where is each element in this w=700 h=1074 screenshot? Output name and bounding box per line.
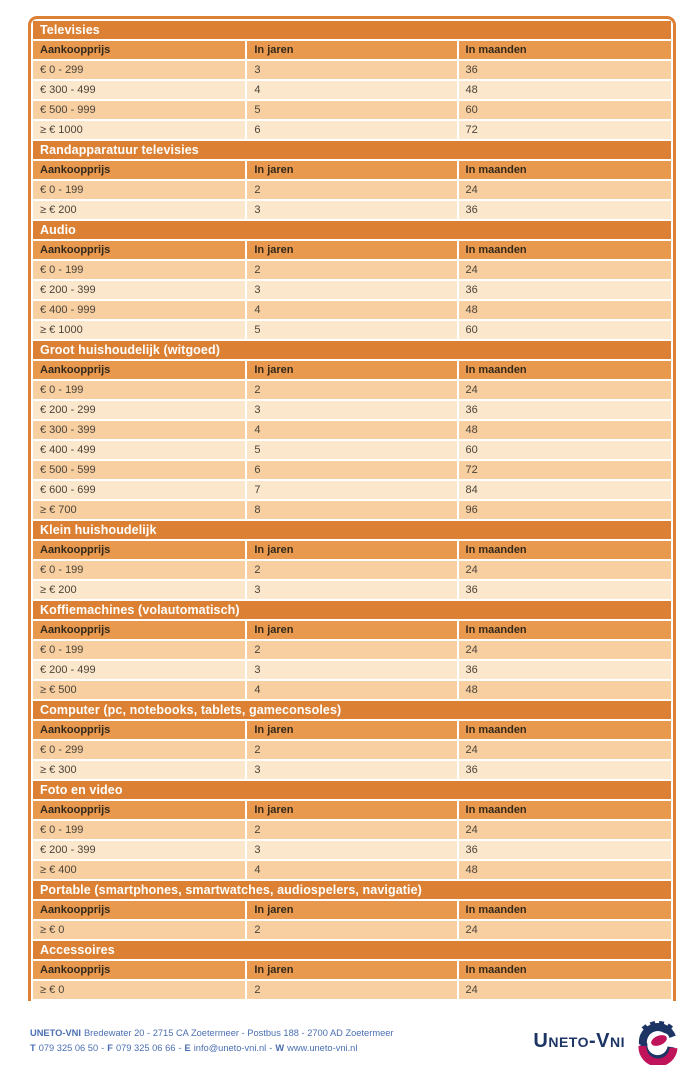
table-row	[33, 921, 671, 941]
column-header-aankoopprijs: Aankoopprijs	[33, 41, 247, 59]
logo-wordmark: Uneto-Vni	[533, 1030, 625, 1052]
months-cell: 60	[459, 441, 671, 459]
column-header-in-maanden: In maanden	[459, 621, 671, 639]
separator: -	[101, 1043, 105, 1053]
category-section	[33, 881, 671, 941]
months-cell: 24	[459, 641, 671, 659]
column-header-in-maanden: In maanden	[459, 541, 671, 559]
years-cell: 2	[247, 981, 458, 999]
price-range-cell: € 200 - 399	[33, 841, 247, 859]
category-section	[33, 941, 671, 1001]
table-row	[33, 561, 671, 581]
months-cell: 96	[459, 501, 671, 519]
table-row	[33, 201, 671, 221]
years-cell: 4	[247, 301, 458, 319]
web-label: W	[275, 1043, 285, 1053]
column-header-row	[33, 41, 671, 61]
months-cell: 24	[459, 381, 671, 399]
months-cell: 60	[459, 101, 671, 119]
price-range-cell: € 500 - 599	[33, 461, 247, 479]
price-range-cell: € 200 - 399	[33, 281, 247, 299]
column-header-in-maanden: In maanden	[459, 721, 671, 739]
column-header-in-jaren: In jaren	[247, 721, 458, 739]
months-cell: 24	[459, 261, 671, 279]
column-header-row	[33, 621, 671, 641]
years-cell: 7	[247, 481, 458, 499]
table-row	[33, 641, 671, 661]
category-title-bar: Foto en video	[33, 781, 671, 801]
months-cell: 36	[459, 61, 671, 79]
category-title-bar: Portable (smartphones, smartwatches, audiospelers, navigatie)	[33, 881, 671, 901]
price-range-cell: € 500 - 999	[33, 101, 247, 119]
category-section	[33, 701, 671, 781]
months-cell: 24	[459, 921, 671, 939]
months-cell: 72	[459, 121, 671, 139]
price-range-cell: € 0 - 199	[33, 381, 247, 399]
uneto-vni-logo	[533, 1016, 682, 1066]
column-header-in-maanden: In maanden	[459, 361, 671, 379]
column-header-row	[33, 961, 671, 981]
column-header-aankoopprijs: Aankoopprijs	[33, 961, 247, 979]
price-range-cell: ≥ € 700	[33, 501, 247, 519]
column-header-row	[33, 241, 671, 261]
months-cell: 36	[459, 841, 671, 859]
table-row	[33, 421, 671, 441]
column-header-in-maanden: In maanden	[459, 41, 671, 59]
price-range-cell: € 0 - 199	[33, 821, 247, 839]
years-cell: 6	[247, 121, 458, 139]
column-header-in-jaren: In jaren	[247, 241, 458, 259]
category-title-bar: Computer (pc, notebooks, tablets, gameconsoles)	[33, 701, 671, 721]
column-header-in-maanden: In maanden	[459, 961, 671, 979]
column-header-in-jaren: In jaren	[247, 541, 458, 559]
table-row	[33, 681, 671, 701]
price-range-cell: € 400 - 499	[33, 441, 247, 459]
months-cell: 24	[459, 981, 671, 999]
column-header-row	[33, 901, 671, 921]
category-title-bar: Koffiemachines (volautomatisch)	[33, 601, 671, 621]
years-cell: 3	[247, 581, 458, 599]
table-row	[33, 81, 671, 101]
table-row	[33, 401, 671, 421]
column-header-aankoopprijs: Aankoopprijs	[33, 801, 247, 819]
months-cell: 48	[459, 421, 671, 439]
category-section	[33, 781, 671, 881]
months-cell: 36	[459, 201, 671, 219]
column-header-aankoopprijs: Aankoopprijs	[33, 901, 247, 919]
price-range-cell: ≥ € 500	[33, 681, 247, 699]
months-cell: 24	[459, 181, 671, 199]
fax-number: 079 325 06 66	[115, 1043, 176, 1053]
column-header-row	[33, 721, 671, 741]
column-header-in-jaren: In jaren	[247, 41, 458, 59]
footer-brand: UNETO-VNI	[30, 1028, 81, 1038]
phone-number: 079 325 06 50	[38, 1043, 99, 1053]
price-range-cell: ≥ € 300	[33, 761, 247, 779]
price-range-cell: € 300 - 399	[33, 421, 247, 439]
column-header-in-jaren: In jaren	[247, 901, 458, 919]
years-cell: 3	[247, 661, 458, 679]
months-cell: 36	[459, 401, 671, 419]
column-header-aankoopprijs: Aankoopprijs	[33, 721, 247, 739]
table-row	[33, 261, 671, 281]
price-range-cell: ≥ € 0	[33, 921, 247, 939]
separator: -	[178, 1043, 182, 1053]
years-cell: 2	[247, 921, 458, 939]
category-section	[33, 221, 671, 341]
price-range-cell: ≥ € 1000	[33, 121, 247, 139]
years-cell: 2	[247, 381, 458, 399]
price-range-cell: € 400 - 999	[33, 301, 247, 319]
table-row	[33, 441, 671, 461]
category-section	[33, 21, 671, 141]
price-range-cell: ≥ € 200	[33, 201, 247, 219]
table-row	[33, 181, 671, 201]
months-cell: 48	[459, 681, 671, 699]
category-title-bar: Accessoires	[33, 941, 671, 961]
fax-label: F	[107, 1043, 113, 1053]
table-row	[33, 61, 671, 81]
years-cell: 8	[247, 501, 458, 519]
category-section	[33, 141, 671, 221]
years-cell: 4	[247, 681, 458, 699]
table-row	[33, 481, 671, 501]
category-title-bar: Televisies	[33, 21, 671, 41]
column-header-row	[33, 361, 671, 381]
table-row	[33, 321, 671, 341]
table-row	[33, 461, 671, 481]
price-range-cell: € 0 - 199	[33, 561, 247, 579]
years-cell: 2	[247, 821, 458, 839]
months-cell: 36	[459, 661, 671, 679]
web-address: www.uneto-vni.nl	[287, 1043, 358, 1053]
years-cell: 4	[247, 81, 458, 99]
table-row	[33, 761, 671, 781]
years-cell: 5	[247, 321, 458, 339]
months-cell: 24	[459, 561, 671, 579]
months-cell: 36	[459, 761, 671, 779]
column-header-aankoopprijs: Aankoopprijs	[33, 241, 247, 259]
category-section	[33, 521, 671, 601]
years-cell: 2	[247, 741, 458, 759]
price-range-cell: ≥ € 400	[33, 861, 247, 879]
months-cell: 24	[459, 741, 671, 759]
category-title-bar: Audio	[33, 221, 671, 241]
years-cell: 3	[247, 281, 458, 299]
table-row	[33, 861, 671, 881]
email-label: E	[184, 1043, 191, 1053]
column-header-row	[33, 541, 671, 561]
footer-address: Bredewater 20 - 2715 CA Zoetermeer - Postbus 188 - 2700 AD Zoetermeer	[83, 1028, 394, 1038]
months-cell: 84	[459, 481, 671, 499]
column-header-in-maanden: In maanden	[459, 241, 671, 259]
footer-address-line	[30, 1026, 490, 1041]
price-range-cell: € 0 - 299	[33, 741, 247, 759]
table-row	[33, 741, 671, 761]
months-cell: 36	[459, 581, 671, 599]
email-address: info@uneto-vni.nl	[193, 1043, 267, 1053]
months-cell: 48	[459, 81, 671, 99]
years-cell: 4	[247, 421, 458, 439]
table-row	[33, 981, 671, 1001]
table-row	[33, 821, 671, 841]
footer-contact	[30, 1026, 490, 1056]
years-cell: 2	[247, 181, 458, 199]
category-title-bar: Groot huishoudelijk (witgoed)	[33, 341, 671, 361]
years-cell: 4	[247, 861, 458, 879]
column-header-in-jaren: In jaren	[247, 161, 458, 179]
years-cell: 2	[247, 561, 458, 579]
years-cell: 2	[247, 261, 458, 279]
months-cell: 72	[459, 461, 671, 479]
years-cell: 2	[247, 641, 458, 659]
price-range-cell: ≥ € 0	[33, 981, 247, 999]
price-range-cell: ≥ € 1000	[33, 321, 247, 339]
price-range-cell: € 0 - 199	[33, 641, 247, 659]
price-range-cell: ≥ € 200	[33, 581, 247, 599]
table-row	[33, 841, 671, 861]
price-range-cell: € 200 - 499	[33, 661, 247, 679]
years-cell: 5	[247, 441, 458, 459]
months-cell: 48	[459, 861, 671, 879]
table-row	[33, 281, 671, 301]
column-header-aankoopprijs: Aankoopprijs	[33, 541, 247, 559]
column-header-in-jaren: In jaren	[247, 361, 458, 379]
years-cell: 6	[247, 461, 458, 479]
years-cell: 3	[247, 761, 458, 779]
column-header-aankoopprijs: Aankoopprijs	[33, 161, 247, 179]
column-header-in-jaren: In jaren	[247, 621, 458, 639]
price-range-cell: € 0 - 199	[33, 181, 247, 199]
months-cell: 36	[459, 281, 671, 299]
price-range-cell: € 0 - 299	[33, 61, 247, 79]
gear-swoosh-icon	[634, 1017, 682, 1065]
months-cell: 60	[459, 321, 671, 339]
table-row	[33, 581, 671, 601]
months-cell: 24	[459, 821, 671, 839]
price-range-cell: € 300 - 499	[33, 81, 247, 99]
column-header-aankoopprijs: Aankoopprijs	[33, 621, 247, 639]
column-header-in-maanden: In maanden	[459, 901, 671, 919]
column-header-row	[33, 801, 671, 821]
table-row	[33, 381, 671, 401]
table-row	[33, 121, 671, 141]
phone-label: T	[30, 1043, 36, 1053]
years-cell: 3	[247, 61, 458, 79]
separator: -	[269, 1043, 273, 1053]
years-cell: 3	[247, 841, 458, 859]
column-header-in-maanden: In maanden	[459, 801, 671, 819]
table-row	[33, 501, 671, 521]
column-header-aankoopprijs: Aankoopprijs	[33, 361, 247, 379]
footer-contact-line	[30, 1041, 490, 1056]
table-row	[33, 661, 671, 681]
column-header-in-jaren: In jaren	[247, 801, 458, 819]
column-header-in-maanden: In maanden	[459, 161, 671, 179]
category-title-bar: Klein huishoudelijk	[33, 521, 671, 541]
category-section	[33, 601, 671, 701]
years-cell: 5	[247, 101, 458, 119]
table-row	[33, 301, 671, 321]
table-row	[33, 101, 671, 121]
price-range-cell: € 200 - 299	[33, 401, 247, 419]
depreciation-table	[28, 16, 676, 1001]
price-range-cell: € 600 - 699	[33, 481, 247, 499]
years-cell: 3	[247, 401, 458, 419]
column-header-in-jaren: In jaren	[247, 961, 458, 979]
months-cell: 48	[459, 301, 671, 319]
column-header-row	[33, 161, 671, 181]
category-title-bar: Randapparatuur televisies	[33, 141, 671, 161]
category-section	[33, 341, 671, 521]
years-cell: 3	[247, 201, 458, 219]
price-range-cell: € 0 - 199	[33, 261, 247, 279]
